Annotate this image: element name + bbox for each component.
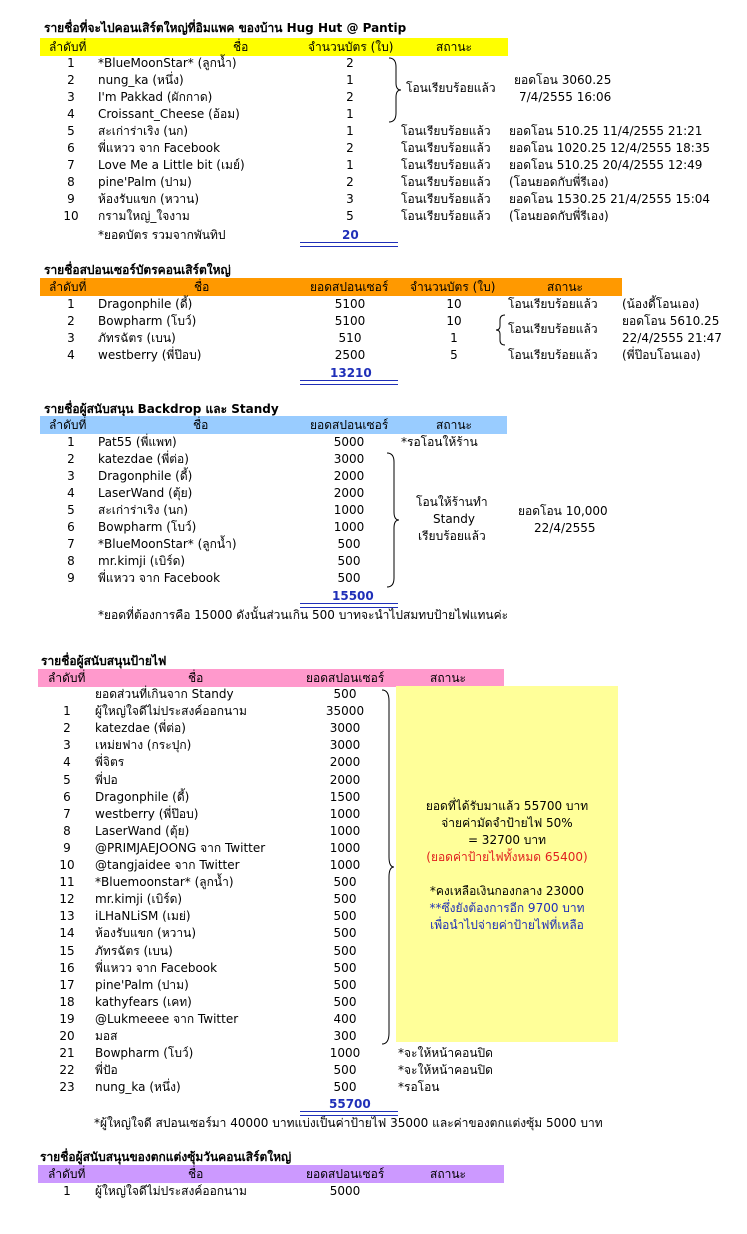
cell-no: 9 xyxy=(67,571,75,585)
section5-title: รายชื่อผู้สนับสนุนของตกแต่งซุ้มวันคอนเสิร์ตใหญ่ xyxy=(40,1150,292,1164)
section4-group-brace xyxy=(381,689,395,1045)
cell-no: 2 xyxy=(63,721,71,736)
header-name: ชื่อ xyxy=(193,418,209,432)
section3-footnote: *ยอดที่ต้องการคือ 15000 ดังนั้นส่วนเกิน 500 บาทจะนำไปสมทบป้ายไฟแทนค่ะ xyxy=(98,608,509,622)
cell-no: 8 xyxy=(67,175,75,189)
table-row xyxy=(0,977,747,994)
table-row xyxy=(0,519,747,536)
cell-count: 3 xyxy=(346,192,354,206)
cell-no: 22 xyxy=(59,1063,75,1078)
cell-status: *จะให้หน้าคอนปิด xyxy=(398,1046,493,1061)
cell-no: 7 xyxy=(67,537,75,551)
section2-header xyxy=(40,278,622,296)
cell-count: 1 xyxy=(346,107,354,121)
cell-status: โอนเรียบร้อยแล้ว xyxy=(401,158,491,172)
table-row xyxy=(0,502,747,519)
cell-name: ผู้ใหญ่ใจดีไม่ประสงค์ออกนาม xyxy=(95,704,247,719)
header-status: สถานะ xyxy=(547,280,583,294)
table-row xyxy=(0,191,747,208)
cell-count: 2 xyxy=(346,141,354,155)
cell-amount: 3000 xyxy=(333,452,365,466)
section4-note-purpose: เพื่อนำไปจ่ายค่าป้ายไฟที่เหลือ xyxy=(430,918,584,932)
cell-no: 20 xyxy=(59,1029,75,1043)
cell-status: *รอโอนให้ร้าน xyxy=(401,435,478,449)
cell-name: pine'Palm (ปาม) xyxy=(95,977,189,992)
cell-note: ยอดโอน 510.25 11/4/2555 21:21 xyxy=(509,124,703,138)
header-no: ลำดับที่ xyxy=(49,418,87,432)
table-row xyxy=(0,857,747,874)
cell-status: โอนเรียบร้อยแล้ว xyxy=(401,124,491,138)
cell-no: 1 xyxy=(67,435,75,449)
cell-no: 5 xyxy=(63,772,71,787)
section2-total: 13210 xyxy=(330,366,372,380)
cell-name: ภัทรฉัตร (เบน) xyxy=(95,943,173,958)
cell-count: 5 xyxy=(450,348,458,362)
table-row xyxy=(0,874,747,891)
table-row xyxy=(0,1011,747,1028)
cell-no: 2 xyxy=(67,73,75,87)
cell-name: พี่ปัอ xyxy=(95,1063,118,1078)
section3-header xyxy=(40,416,507,434)
cell-status: โอนเรียบร้อยแล้ว xyxy=(508,297,598,311)
cell-name: @PRIMJAEJOONG จาก Twitter xyxy=(95,840,266,855)
cell-no: 14 xyxy=(59,926,75,941)
cell-no: 17 xyxy=(59,977,75,992)
header-status: สถานะ xyxy=(430,1167,466,1181)
cell-no: 5 xyxy=(67,124,75,138)
cell-amount: 2000 xyxy=(333,469,365,483)
cell-amount: 500 xyxy=(337,571,361,585)
cell-no: 7 xyxy=(67,158,75,172)
table-row xyxy=(0,72,747,89)
cell-no: 9 xyxy=(63,840,71,855)
cell-note: (โอนยอดกับพี่รีเอง) xyxy=(509,175,609,189)
cell-amount: 1000 xyxy=(329,806,361,821)
cell-note: (น้องดี้โอนเอง) xyxy=(622,297,700,311)
double-underline xyxy=(300,242,398,247)
cell-name: mr.kimji (เบิร์ด) xyxy=(98,554,186,568)
cell-count: 2 xyxy=(346,56,354,70)
cell-no: 6 xyxy=(67,520,75,534)
section1-header xyxy=(40,38,508,56)
cell-amount: 1000 xyxy=(333,520,365,534)
cell-no: 6 xyxy=(63,789,71,804)
section4-note-needed: **ซึ่งยังต้องการอีก 9700 บาท xyxy=(429,901,585,915)
cell-no: 9 xyxy=(67,192,75,206)
cell-amount: 1000 xyxy=(333,503,365,517)
table-row xyxy=(0,925,747,942)
section1-group-brace xyxy=(388,57,402,123)
cell-no: 10 xyxy=(63,209,79,223)
cell-no: 12 xyxy=(59,892,75,907)
cell-name: katezdae (พี่ต่อ) xyxy=(95,721,186,736)
cell-count: 1 xyxy=(346,158,354,172)
section2-title: รายชื่อสปอนเซอร์บัตรคอนเสิร์ตใหญ่ xyxy=(44,263,231,277)
table-row xyxy=(0,737,747,754)
cell-name: Dragonphile (ดี้) xyxy=(98,297,193,311)
table-row xyxy=(0,434,747,451)
table-row xyxy=(0,720,747,737)
section4-note-total-cost: (ยอดค่าป้ายไฟทั้งหมด 65400) xyxy=(426,850,588,864)
cell-name: มอส xyxy=(95,1029,118,1043)
cell-name: Pat55 (พี่แพท) xyxy=(98,435,177,449)
header-name: ชื่อ xyxy=(188,671,204,685)
cell-no: 18 xyxy=(59,994,75,1009)
cell-name: สะเก่าร่าเริง (นก) xyxy=(98,124,189,138)
table-row xyxy=(0,1045,747,1062)
table-row xyxy=(0,1183,747,1200)
table-row xyxy=(0,106,747,123)
cell-status: โอนเรียบร้อยแล้ว xyxy=(508,348,598,362)
cell-name: พี่แหวว จาก Facebook xyxy=(95,960,218,975)
section4-note-deposit-amount: = 32700 บาท xyxy=(467,833,547,847)
cell-no: 13 xyxy=(59,909,75,924)
cell-name: pine'Palm (ปาม) xyxy=(98,175,192,189)
table-row xyxy=(0,1028,747,1045)
table-row xyxy=(0,891,747,908)
header-no: ลำดับที่ xyxy=(48,671,86,685)
table-row xyxy=(0,943,747,960)
cell-no: 3 xyxy=(67,331,75,345)
cell-note: (พี่ป๊อบโอนเอง) xyxy=(622,348,701,362)
cell-no: 19 xyxy=(59,1011,75,1026)
cell-amount: 500 xyxy=(337,554,361,568)
table-row xyxy=(0,754,747,771)
header-no: ลำดับที่ xyxy=(49,40,87,54)
table-row xyxy=(0,908,747,925)
cell-name: LaserWand (ตุ้ย) xyxy=(95,823,190,838)
table-row xyxy=(0,208,747,225)
table-row xyxy=(0,536,747,553)
cell-count: 10 xyxy=(446,314,462,328)
section4-title: รายชื่อผู้สนับสนุนป้ายไฟ xyxy=(41,654,167,668)
cell-note: (โอนยอดกับพี่รีเอง) xyxy=(509,209,609,223)
cell-no: 3 xyxy=(67,90,75,104)
cell-name: nung_ka (หนึ่ง) xyxy=(98,73,184,87)
cell-amount: 300 xyxy=(333,1029,357,1043)
cell-amount: 500 xyxy=(333,909,357,924)
table-row xyxy=(0,296,747,313)
cell-name: ห้องรับแขก (หวาน) xyxy=(98,192,200,206)
cell-name: ผู้ใหญ่ใจดีไม่ประสงค์ออกนาม xyxy=(95,1184,247,1198)
cell-name: ยอดส่วนที่เกินจาก Standy xyxy=(95,687,234,701)
header-name: ชื่อ xyxy=(194,280,210,294)
cell-count: 2 xyxy=(346,90,354,104)
section1-total-label: *ยอดบัตร รวมจากพันทิป xyxy=(98,228,226,242)
cell-count: 2 xyxy=(346,175,354,189)
cell-amount: 1000 xyxy=(329,858,361,872)
cell-amount: 3000 xyxy=(329,721,361,736)
cell-no: 1 xyxy=(63,1184,71,1198)
cell-no: 11 xyxy=(59,875,75,890)
cell-name: Love Me a Little bit (เมย์) xyxy=(98,158,245,172)
cell-amount: 500 xyxy=(337,537,361,551)
section1-group-status: โอนเรียบร้อยแล้ว xyxy=(406,81,496,95)
cell-count: 1 xyxy=(346,124,354,138)
section4-note-received: ยอดที่ได้รับมาแล้ว 55700 บาท xyxy=(425,799,589,813)
header-amount: ยอดสปอนเซอร์ xyxy=(306,1167,385,1181)
table-row xyxy=(0,823,747,840)
section3-group-brace xyxy=(386,452,400,588)
cell-amount: 500 xyxy=(333,875,357,890)
table-row xyxy=(0,1079,747,1096)
cell-no: 4 xyxy=(67,486,75,500)
table-row xyxy=(0,468,747,485)
header-amount: ยอดสปอนเซอร์ xyxy=(310,280,389,294)
cell-amount: 5100 xyxy=(334,314,366,328)
cell-amount: 500 xyxy=(333,960,357,975)
cell-amount: 2000 xyxy=(333,486,365,500)
cell-count: 1 xyxy=(346,73,354,87)
section4-total: 55700 xyxy=(329,1097,371,1111)
table-row xyxy=(0,174,747,191)
cell-name: พี่ปอ xyxy=(95,772,118,787)
cell-no: 3 xyxy=(67,469,75,483)
cell-name: เหม่ยฟาง (กระปุก) xyxy=(95,738,192,753)
section3-group-note-date: 22/4/2555 xyxy=(534,521,596,535)
cell-name: mr.kimji (เบิร์ด) xyxy=(95,892,183,907)
cell-amount: 5100 xyxy=(334,297,366,311)
cell-no: 5 xyxy=(67,503,75,517)
cell-status: โอนเรียบร้อยแล้ว xyxy=(401,175,491,189)
section3-group-status-2: Standy xyxy=(433,512,475,526)
cell-name: iLHaNLiSM (เมย่) xyxy=(95,909,191,924)
cell-no: 10 xyxy=(59,858,75,872)
cell-amount: 500 xyxy=(333,1063,357,1078)
table-row xyxy=(0,806,747,823)
table-row xyxy=(0,553,747,570)
cell-no: 15 xyxy=(59,943,75,958)
cell-no: 1 xyxy=(67,56,75,70)
section5-header xyxy=(38,1165,504,1183)
cell-name: *Bluemoonstar* (ลูกน้ำ) xyxy=(95,875,234,890)
header-status: สถานะ xyxy=(436,40,472,54)
cell-no: 1 xyxy=(67,297,75,311)
cell-count: 1 xyxy=(450,331,458,345)
cell-name: พี่จิตร xyxy=(95,755,125,770)
section3-group-status-3: เรียบร้อยแล้ว xyxy=(418,529,486,543)
header-amount: ยอดสปอนเซอร์ xyxy=(310,418,389,432)
cell-amount: 35000 xyxy=(325,704,365,719)
header-no: ลำดับที่ xyxy=(48,1167,86,1181)
cell-name: I'm Pakkad (ผักกาด) xyxy=(98,90,213,104)
cell-name: @tangjaidee จาก Twitter xyxy=(95,858,240,872)
cell-name: LaserWand (ตุ้ย) xyxy=(98,486,193,500)
cell-amount: 1500 xyxy=(329,789,361,804)
cell-no: 21 xyxy=(59,1046,75,1061)
cell-amount: 5000 xyxy=(329,1184,361,1198)
section3-total: 15500 xyxy=(332,589,374,603)
section1-group-note-date: 7/4/2555 16:06 xyxy=(519,90,612,104)
header-amount: ยอดสปอนเซอร์ xyxy=(306,671,385,685)
cell-amount: 1000 xyxy=(329,840,361,855)
table-row xyxy=(0,451,747,468)
table-row xyxy=(0,570,747,587)
cell-name: katezdae (พี่ต่อ) xyxy=(98,452,189,466)
cell-name: *BlueMoonStar* (ลูกน้ำ) xyxy=(98,56,237,70)
cell-name: kathyfears (เคท) xyxy=(95,994,192,1009)
section4-note-remaining: *คงเหลือเงินกองกลาง 23000 xyxy=(429,884,585,898)
table-row xyxy=(0,347,747,364)
table-row xyxy=(0,789,747,806)
cell-status: โอนเรียบร้อยแล้ว xyxy=(401,209,491,223)
table-row xyxy=(0,994,747,1011)
header-no: ลำดับที่ xyxy=(49,280,87,294)
cell-name: westberry (พี่ป๊อบ) xyxy=(98,348,202,362)
section2-group-brace xyxy=(495,314,507,346)
section3-group-note-amount: ยอดโอน 10,000 xyxy=(518,504,608,518)
section4-header xyxy=(38,669,504,687)
cell-amount: 500 xyxy=(333,687,357,701)
cell-count: 10 xyxy=(446,297,462,311)
cell-amount: 500 xyxy=(333,892,357,907)
table-row xyxy=(0,1062,747,1079)
cell-name: สะเก่าร่าเริง (นก) xyxy=(98,503,189,517)
section3-title: รายชื่อผู้สนับสนุน Backdrop และ Standy xyxy=(44,402,279,416)
cell-amount: 2000 xyxy=(329,755,361,770)
cell-no: 8 xyxy=(63,823,71,838)
header-count: จำนวนบัตร (ใบ) xyxy=(410,280,496,294)
cell-no: 1 xyxy=(63,704,71,719)
header-status: สถานะ xyxy=(436,418,472,432)
cell-name: Bowpharm (โบว์) xyxy=(98,520,197,534)
cell-no: 8 xyxy=(67,554,75,568)
cell-name: nung_ka (หนึ่ง) xyxy=(95,1080,181,1095)
section2-group-note-amount: ยอดโอน 5610.25 xyxy=(622,314,720,328)
cell-no: 2 xyxy=(67,314,75,328)
cell-name: Dragonphile (ดี้) xyxy=(95,789,190,804)
section3-group-status-1: โอนให้ร้านทำ xyxy=(416,495,488,509)
cell-amount: 2500 xyxy=(334,348,366,362)
cell-name: Croissant_Cheese (อ้อม) xyxy=(98,107,240,121)
header-count: จำนวนบัตร (ใบ) xyxy=(308,40,394,54)
cell-name: พี่แหวว จาก Facebook xyxy=(98,141,221,155)
cell-no: 4 xyxy=(67,348,75,362)
cell-no: 7 xyxy=(63,806,71,821)
cell-no: 23 xyxy=(59,1080,75,1095)
section1-title: รายชื่อที่จะไปคอนเสิร์ตใหญ่ที่อิมแพค ของบ้าน Hug Hut @ Pantip xyxy=(44,21,407,35)
section2-group-status: โอนเรียบร้อยแล้ว xyxy=(508,322,598,336)
cell-amount: 500 xyxy=(333,994,357,1009)
cell-name: *BlueMoonStar* (ลูกน้ำ) xyxy=(98,537,237,551)
table-row xyxy=(0,686,747,703)
cell-no: 16 xyxy=(59,960,75,975)
cell-status: โอนเรียบร้อยแล้ว xyxy=(401,192,491,206)
table-row xyxy=(0,157,747,174)
cell-status: *จะให้หน้าคอนปิด xyxy=(398,1063,493,1078)
cell-amount: 400 xyxy=(333,1011,357,1026)
cell-name: Bowpharm (โบว์) xyxy=(98,314,197,328)
cell-name: westberry (พี่ป๊อบ) xyxy=(95,806,199,821)
section4-footnote: *ผู้ใหญ่ใจดี สปอนเซอร์มา 40000 บาทแบ่งเป็นค่าป้ายไฟ 35000 และค่าของตกแต่งซุ้ม 5000 บาท xyxy=(94,1116,603,1130)
cell-amount: 5000 xyxy=(333,435,365,449)
section1-total: 20 xyxy=(342,228,359,242)
cell-amount: 500 xyxy=(333,1080,357,1095)
table-row xyxy=(0,960,747,977)
table-row xyxy=(0,123,747,140)
cell-name: @Lukmeeee จาก Twitter xyxy=(95,1011,239,1026)
cell-name: Dragonphile (ดี้) xyxy=(98,469,193,483)
cell-amount: 2000 xyxy=(329,772,361,787)
cell-no: 4 xyxy=(67,107,75,121)
cell-amount: 500 xyxy=(333,977,357,992)
table-row xyxy=(0,703,747,720)
cell-note: ยอดโอน 1020.25 12/4/2555 18:35 xyxy=(509,141,711,155)
cell-amount: 1000 xyxy=(329,823,361,838)
header-name: ชื่อ xyxy=(188,1167,204,1181)
cell-name: ภัทรฉัตร (เบน) xyxy=(98,331,176,345)
table-row xyxy=(0,840,747,857)
section2-group-note-date: 22/4/2555 21:47 xyxy=(622,331,722,345)
cell-name: พี่แหวว จาก Facebook xyxy=(98,571,221,585)
cell-name: Bowpharm (โบว์) xyxy=(95,1046,194,1061)
cell-amount: 500 xyxy=(333,926,357,941)
cell-status: *รอโอน xyxy=(398,1080,440,1095)
double-underline xyxy=(300,380,398,385)
cell-note: ยอดโอน 510.25 20/4/2555 12:49 xyxy=(509,158,703,172)
table-row xyxy=(0,140,747,157)
cell-status: โอนเรียบร้อยแล้ว xyxy=(401,141,491,155)
cell-amount: 1000 xyxy=(329,1046,361,1061)
cell-no: 6 xyxy=(67,141,75,155)
table-row xyxy=(0,55,747,72)
table-row xyxy=(0,485,747,502)
cell-note: ยอดโอน 1530.25 21/4/2555 15:04 xyxy=(509,192,711,206)
cell-amount: 510 xyxy=(338,331,362,345)
section1-group-note-amount: ยอดโอน 3060.25 xyxy=(514,73,612,87)
cell-no: 4 xyxy=(63,755,71,770)
table-row xyxy=(0,772,747,789)
cell-no: 2 xyxy=(67,452,75,466)
table-row xyxy=(0,89,747,106)
cell-amount: 500 xyxy=(333,943,357,958)
cell-name: ห้องรับแขก (หวาน) xyxy=(95,926,197,941)
header-name: ชื่อ xyxy=(233,40,249,54)
cell-name: กรามใหญ่_ใจงาม xyxy=(98,209,190,223)
cell-count: 5 xyxy=(346,209,354,223)
header-status: สถานะ xyxy=(430,671,466,685)
cell-amount: 3000 xyxy=(329,738,361,753)
cell-no: 3 xyxy=(63,738,71,753)
section4-note-deposit: จ่ายค่ามัดจำป้ายไฟ 50% xyxy=(441,816,573,830)
